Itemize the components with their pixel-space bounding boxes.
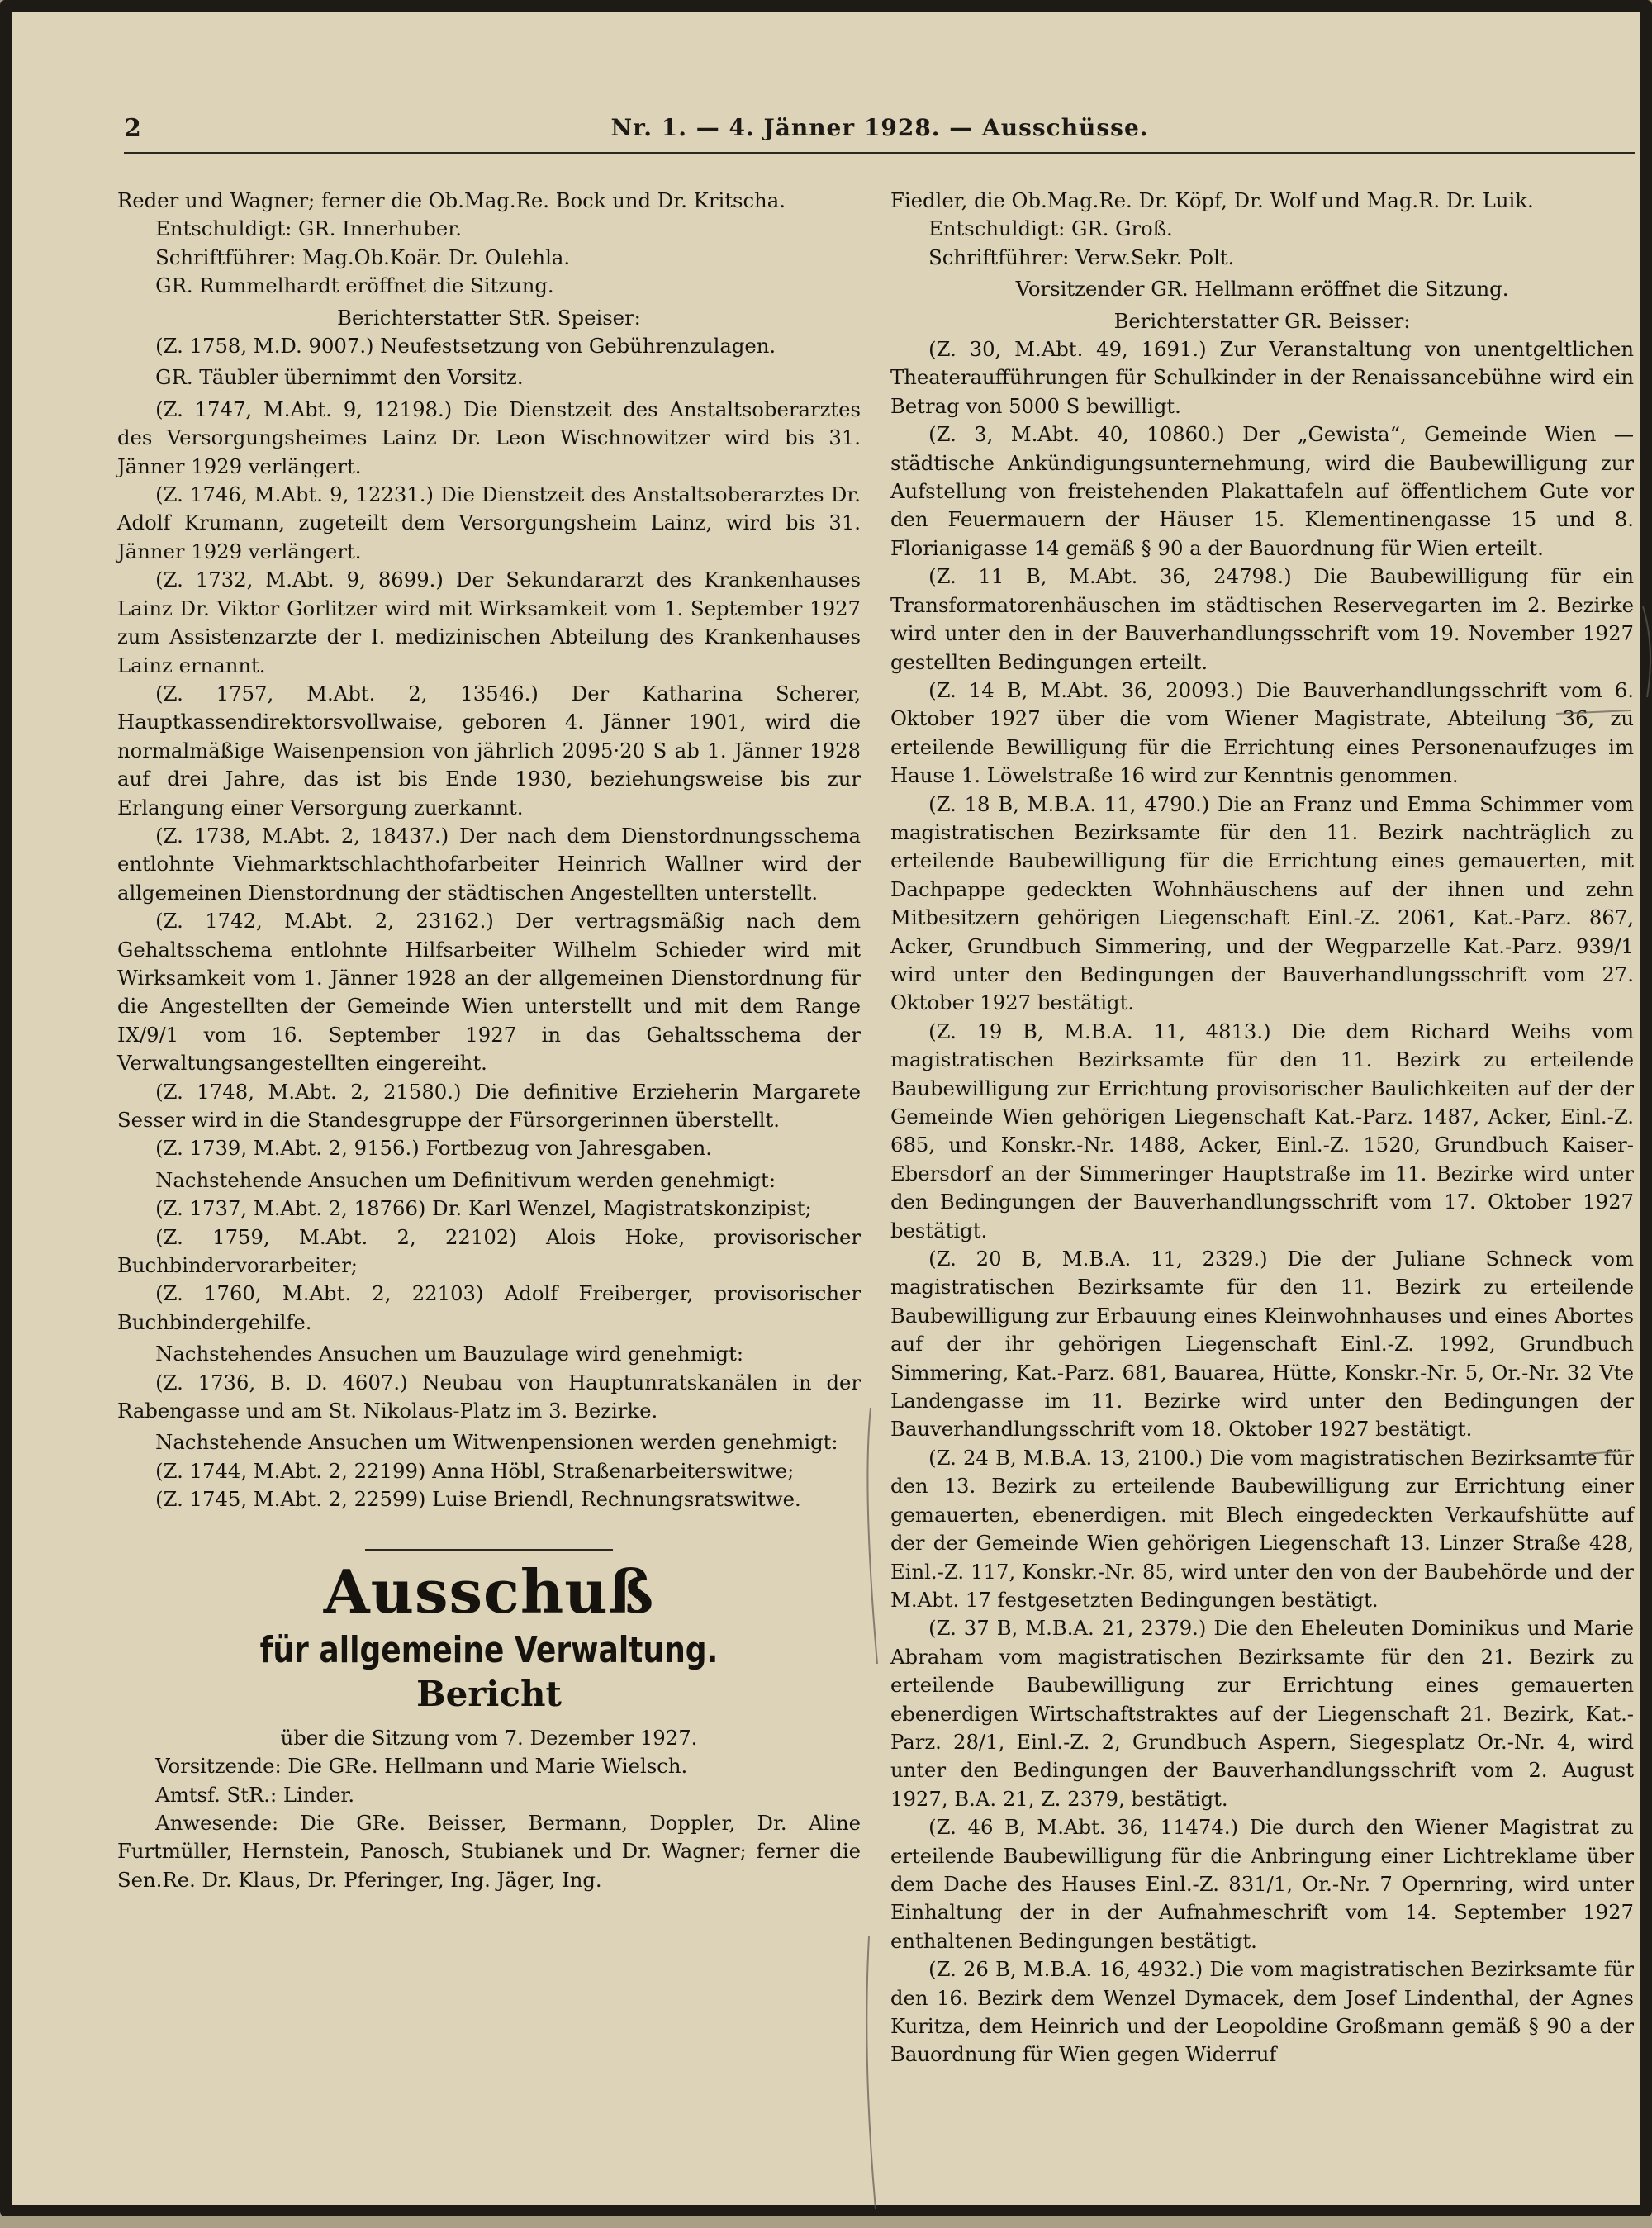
paragraph: (Z. 1758, M.D. 9007.) Neufestsetzung von Gebührenzulagen. [155, 334, 776, 359]
paragraph: (Z. 1747, M.Abt. 9, 12198.) Die Dienstzeit des Anstaltsoberarztes des Versorgungsheimes Lainz Dr. Leon Wischnowitzer wird bis 31. Jänner 1929 verlängert. [117, 397, 861, 478]
paragraph: (Z. 1760, M.Abt. 2, 22103) Adolf Freiberger, provisorischer Buchbindergehilfe. [117, 1281, 861, 1334]
paragraph: Vorsitzende: Die GRe. Hellmann und Marie Wielsch. [155, 1754, 688, 1779]
paragraph: (Z. 1748, M.Abt. 2, 21580.) Die definitive Erzieherin Margarete Sesser wird in die Standesgruppe der Fürsorgerinnen überstellt. [117, 1079, 861, 1132]
paragraph: (Z. 30, M.Abt. 49, 1691.) Zur Veranstaltung von unentgeltlichen Theateraufführungen für Schulkinder in der Renaissancebühne wird ein Betrag von 5000 S bewilligt. [890, 337, 1634, 418]
paragraph: (Z. 37 B, M.B.A. 21, 2379.) Die den Eheleuten Dominikus und Marie Abraham vom magistratischen Bezirksamte für den 21. Bezirk zu erteilende Baubewilligung zur Errichtung eines gemauerten ebenerdigen Wirtschaftstraktes auf der Liegenschaft 21. Bezirk, Kat.-Parz. 28/1, Einl.-Z. 2, Grundbuch Aspern, Siegesplatz Or.-Nr. 4, wird unter den Bedingungen der Bauverhandlungsschrift vom 2. August 1927, B.A. 21, Z. 2379, bestätigt. [890, 1616, 1634, 1811]
paragraph: (Z. 1744, M.Abt. 2, 22199) Anna Höbl, Straßenarbeiterswitwe; [155, 1458, 795, 1483]
paragraph: Berichterstatter StR. Speiser: [337, 305, 641, 330]
paragraph: Schriftführer: Mag.Ob.Koär. Dr. Oulehla. [155, 245, 571, 269]
paragraph: (Z. 18 B, M.B.A. 11, 4790.) Die an Franz und Emma Schimmer vom magistratischen Bezirksamte für den 11. Bezirk nachträglich zu erteilende Baubewilligung für die Errichtung eines gemauerten, mit Dachpappe gedeckten Wohnhäuschens auf der ihnen und zehn Mitbesitzern gehörigen Liegenschaft Einl.-Z. 2061, Kat.-Parz. 867, Acker, Grundbuch Simmering, und der Wegparzelle Kat.-Parz. 939/1 wird unter den Bedingungen der Bauverhandlungsschrift vom 27. Oktober 1927 bestätigt. [890, 791, 1634, 1015]
heading-rule [365, 1549, 613, 1551]
paragraph: (Z. 1738, M.Abt. 2, 18437.) Der nach dem Dienstordnungsschema entlohnte Viehmarktschlachthofarbeiter Heinrich Wallner wird der allgemeinen Dienstordnung der städtischen Angestellten unterstellt. [117, 823, 861, 905]
paragraph: GR. Täubler übernimmt den Vorsitz. [155, 365, 524, 390]
paragraph: Amtsf. StR.: Linder. [155, 1782, 355, 1807]
paragraph: über die Sitzung vom 7. Dezember 1927. [280, 1725, 698, 1750]
paragraph: Entschuldigt: GR. Groß. [928, 216, 1173, 241]
running-head: Nr. 1. — 4. Jänner 1928. — Ausschüsse. [610, 114, 1149, 141]
left-column-paragraphs-after [117, 1724, 861, 1894]
paragraph: (Z. 20 B, M.B.A. 11, 2329.) Die der Juliane Schneck vom magistratischen Bezirksamte für den 11. Bezirk zu erteilende Baubewilligung zur Erbauung eines Kleinwohnhauses und eines Abortes auf der ihr gehörigen Liegenschaft Einl.-Z. 1992, Grundbuch Simmering, Kat.-Parz. 681, Bauarea, Hütte, Konskr.-Nr. 5, Or.-Nr. 32 Vte Landengasse im 11. Bezirke wird unter den Bedingungen der Bauverhandlungsschrift vom 18. Oktober 1927 bestätigt. [890, 1247, 1634, 1442]
paragraph: Anwesende: Die GRe. Beisser, Bermann, Doppler, Dr. Aline Furtmüller, Hernstein, Panosch, Stubianek und Dr. Wagner; ferner die Sen.Re. Dr. Klaus, Dr. Pferinger, Ing. Jäger, Ing. [117, 1810, 861, 1892]
paragraph: Nachstehende Ansuchen um Witwenpensionen werden genehmigt: [155, 1430, 838, 1455]
paragraph: (Z. 1737, M.Abt. 2, 18766) Dr. Karl Wenzel, Magistratskonzipist; [155, 1196, 812, 1221]
pencil-mark-gutter-2 [866, 1936, 876, 2209]
paragraph: (Z. 11 B, M.Abt. 36, 24798.) Die Baubewilligung für ein Transformatorenhäuschen im städtischen Reservegarten im 2. Bezirke wird unter den in der Bauverhandlungsschrift vom 19. November 1927 gestellten Bedingungen erteilt. [890, 564, 1634, 674]
paragraph: (Z. 1742, M.Abt. 2, 23162.) Der vertragsmäßig nach dem Gehaltsschema entlohnte Hilfsarbeiter Wilhelm Schieder wird mit Wirksamkeit vom 1. Jänner 1928 an der allgemeinen Dienstordnung für die Angestellten der Gemeinde Wien unterstellt und mit dem Range IX/9/1 vom 16. September 1927 in das Gehaltsschema der Verwaltungsangestellten eingereiht. [117, 909, 861, 1076]
paragraph: Berichterstatter GR. Beisser: [1113, 308, 1411, 333]
paragraph: (Z. 1745, M.Abt. 2, 22599) Luise Briendl, Rechnungsratswitwe. [155, 1487, 801, 1512]
paragraph: (Z. 26 B, M.B.A. 16, 4932.) Die vom magistratischen Bezirksamte für den 16. Bezirk dem Wenzel Dymacek, dem Josef Lindenthal, der Agnes Kuritza, dem Heinrich und der Leopoldine Großmann gemäß § 90 a der Bauordnung für Wien gegen Widerruf [890, 1957, 1634, 2067]
paragraph: Nachstehende Ansuchen um Definitivum werden genehmigt: [155, 1167, 776, 1192]
paragraph: (Z. 14 B, M.Abt. 36, 20093.) Die Bauverhandlungsschrift vom 6. Oktober 1927 über die vom Wiener Magistrate, Abteilung 36, zu erteilende Bewilligung für die Errichtung eines Personenaufzuges im Hause 1. Löwelstraße 16 wird zur Kenntnis genommen. [890, 677, 1634, 788]
paragraph: Schriftführer: Verw.Sekr. Polt. [928, 245, 1235, 269]
paragraph: (Z. 1736, B. D. 4607.) Neubau von Hauptunratskanälen in der Rabengasse und am St. Nikolaus-Platz im 3. Bezirke. [117, 1370, 861, 1423]
paragraph: Fiedler, die Ob.Mag.Re. Dr. Köpf, Dr. Wolf und Mag.R. Dr. Luik. [890, 188, 1534, 212]
page-number: 2 [124, 114, 141, 143]
pencil-mark-gutter [867, 1408, 877, 1664]
right-column-paragraphs [890, 187, 1634, 2069]
paragraph: (Z. 1739, M.Abt. 2, 9156.) Fortbezug von Jahresgaben. [155, 1136, 712, 1161]
paragraph: (Z. 46 B, M.Abt. 36, 11474.) Die durch den Wiener Magistrat zu erteilende Baubewilligung für die Anbringung einer Lichtreklame über dem Dache des Hauses Einl.-Z. 831/1, Or.-Nr. 7 Opernring, wird unter Einhaltung der in der Aufnahmeschrift vom 14. September 1927 enthaltenen Bedingungen bestätigt. [890, 1815, 1634, 1953]
paragraph: GR. Rummelhardt eröffnet die Sitzung. [155, 273, 554, 298]
paragraph: (Z. 3, M.Abt. 40, 10860.) Der „Gewista“, Gemeinde Wien — städtische Ankündigungsunternehmung, wird die Baubewilligung zur Aufstellung von freistehenden Plakattafeln auf öffentlichem Gute vor den Feuermauern der Häuser 15. Klementinengasse 15 und 8. Florianigasse 14 gemäß § 90 a der Bauordnung für Wien erteilt. [890, 422, 1634, 560]
paragraph: Reder und Wagner; ferner die Ob.Mag.Re. Bock und Dr. Kritscha. [117, 188, 786, 212]
paragraph: Entschuldigt: GR. Innerhuber. [155, 216, 462, 241]
paragraph: (Z. 24 B, M.B.A. 13, 2100.) Die vom magistratischen Bezirksamte für den 13. Bezirk zu erteilende Baubewilligung zur Errichtung einer gemauerten, ebenerdigen. mit Blech eingedeckten Verkaufshütte auf der der Gemeinde Wien gehörigen Liegenschaft 13. Linzer Straße 428, Einl.-Z. 117, Konskr.-Nr. 85, wird unter den von der Baubehörde und der M.Abt. 17 festgesetzten Bedingungen bestätigt. [890, 1445, 1634, 1612]
paragraph: (Z. 1746, M.Abt. 9, 12231.) Die Dienstzeit des Anstaltsoberarztes Dr. Adolf Krumann, zugeteilt dem Versorgungsheim Lainz, wird bis 31. Jänner 1929 verlängert. [117, 482, 861, 563]
right-column [890, 187, 1634, 2069]
pencil-mark-right-margin [1643, 606, 1650, 697]
committee-subtitle: für allgemeine Verwaltung. [259, 1628, 719, 1671]
paragraph: Vorsitzender GR. Hellmann eröffnet die Sitzung. [1015, 277, 1509, 302]
paragraph: (Z. 1759, M.Abt. 2, 22102) Alois Hoke, provisorischer Buchbindervorarbeiter; [117, 1224, 861, 1278]
left-column-paragraphs [117, 187, 861, 1514]
committee-heading [117, 1549, 861, 1716]
page-header [124, 114, 1635, 154]
paragraph: (Z. 1757, M.Abt. 2, 13546.) Der Katharina Scherer, Hauptkassendirektorsvollwaise, geboren 4. Jänner 1901, wird die normalmäßige Waisenpension von jährlich 2095·20 S ab 1. Jänner 1928 auf drei Jahre, das ist bis Ende 1930, beziehungsweise bis zur Erlangung einer Versorgung zuerkannt. [117, 681, 861, 819]
committee-title: Ausschuß [323, 1556, 655, 1627]
left-column [117, 187, 861, 1894]
paragraph: Nachstehendes Ansuchen um Bauzulage wird genehmigt: [155, 1342, 744, 1366]
paragraph: (Z. 19 B, M.B.A. 11, 4813.) Die dem Richard Weihs vom magistratischen Bezirksamte für den 11. Bezirk zu erteilende Baubewilligung zur Errichtung provisorischer Baulichkeiten auf der der Gemeinde Wien gehörigen Liegenschaft Kat.-Parz. 1487, Acker, Einl.-Z. 685, und Konskr.-Nr. 1488, Acker, Einl.-Z. 1520, Grundbuch Kaiser-Ebersdorf an der Simmeringer Hauptstraße im 11. Bezirke wird unter den Bedingungen der Bauverhandlungsschrift vom 17. Oktober 1927 bestätigt. [890, 1019, 1634, 1242]
report-heading: Bericht [416, 1673, 562, 1714]
paragraph: (Z. 1732, M.Abt. 9, 8699.) Der Sekundararzt des Krankenhauses Lainz Dr. Viktor Gorlitzer wird mit Wirksamkeit vom 1. September 1927 zum Assistenzarzte der I. medizinischen Abteilung des Krankenhauses Lainz ernannt. [117, 568, 861, 677]
